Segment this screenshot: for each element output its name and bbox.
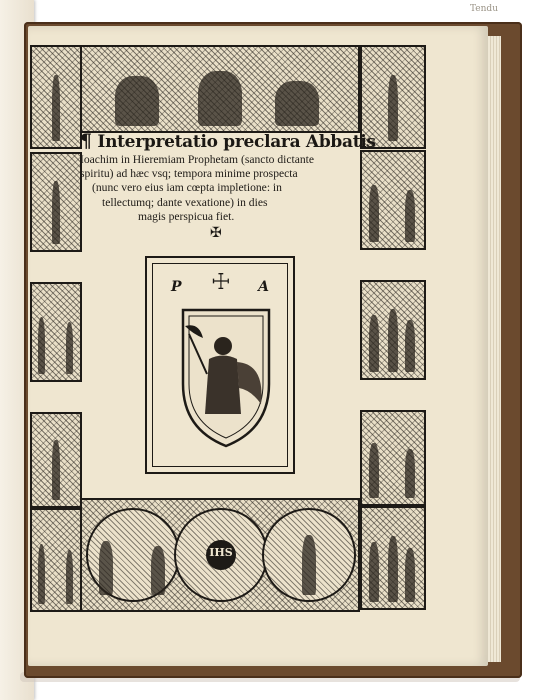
pilcrow-mark: ¶	[80, 130, 92, 152]
roundel-right	[262, 508, 356, 602]
woodcut-left-2	[30, 282, 82, 382]
device-frame	[152, 263, 288, 467]
device-letter-left: P	[171, 279, 182, 295]
woodcut-right-1	[360, 150, 426, 250]
shield-angel-icon	[179, 304, 273, 449]
title-text-block	[80, 130, 376, 224]
roundel-left	[86, 508, 180, 602]
woodcut-right-3	[360, 410, 426, 506]
page-title	[80, 130, 376, 152]
device-cross-icon: ☩	[211, 270, 231, 295]
device-letter-right: A	[258, 279, 269, 295]
body-line: (nunc vero eius iam cœpta impletione: in	[92, 181, 282, 195]
title-text: Interpretatio preclara Abbatis	[97, 132, 376, 152]
woodcut-left-1	[30, 152, 82, 252]
woodcut-right-4	[360, 506, 426, 610]
body-line: magis perspicua fiet.	[138, 209, 235, 223]
cross-ornament: ✠	[210, 225, 222, 241]
page-edges	[487, 36, 501, 662]
woodcut-left-3	[30, 412, 82, 508]
printers-device	[145, 256, 295, 474]
woodcut-top-banner	[80, 45, 360, 133]
body-line: spiritu) ad hæc vsq; tempora minime prospecta	[80, 167, 298, 181]
woodcut-bottom-panel	[80, 498, 360, 612]
roundel-center	[174, 508, 268, 602]
body-line: Ioachim in Hieremiam Prophetam (sancto dictante	[80, 153, 315, 166]
body-line: tellectumq; dante vexatione) in dies	[102, 195, 268, 209]
ihs-monogram: IHS	[209, 546, 233, 559]
woodcut-top-left	[30, 45, 82, 149]
woodcut-left-4	[30, 508, 82, 612]
running-head: Tendu	[470, 4, 498, 14]
woodcut-right-2	[360, 280, 426, 380]
